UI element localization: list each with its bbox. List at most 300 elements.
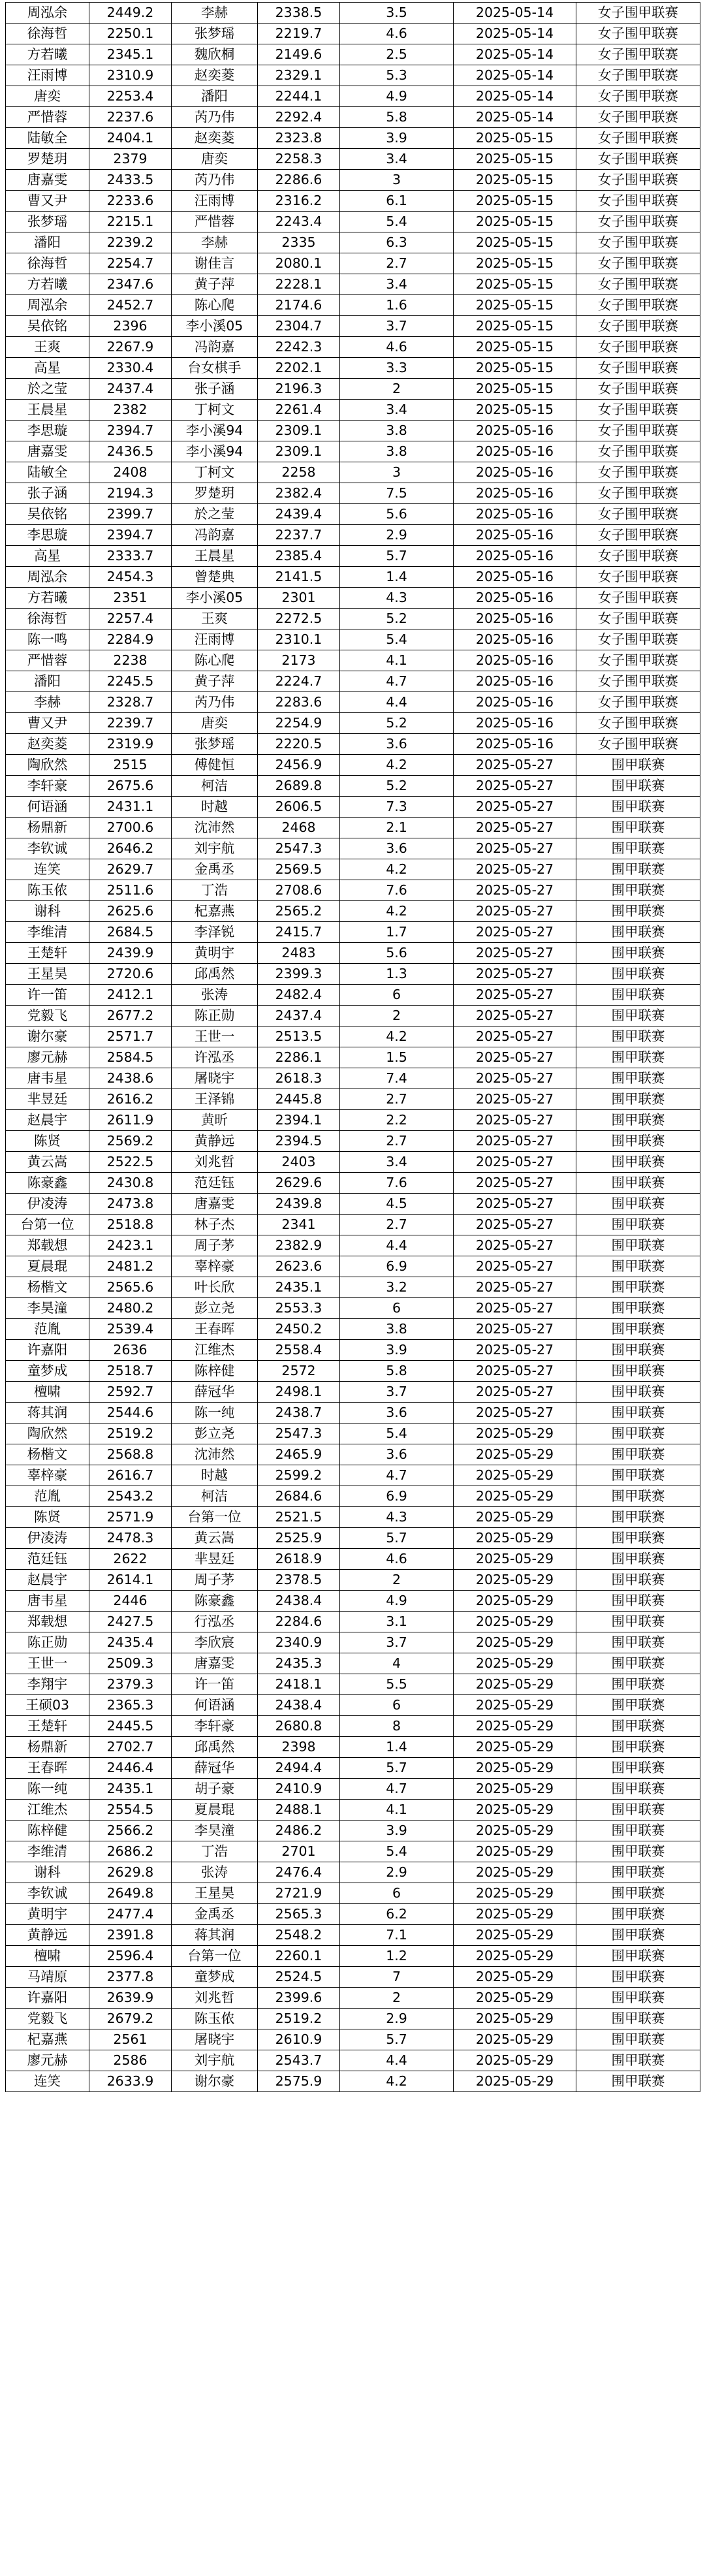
player-a-rating-cell[interactable]: 2215.1 [89, 212, 172, 232]
league-name-cell[interactable]: 围甲联赛 [576, 1235, 700, 1256]
league-name-cell[interactable]: 女子围甲联赛 [576, 441, 700, 462]
player-b-name-cell[interactable]: 黄子萍 [172, 274, 258, 295]
player-b-rating-cell[interactable]: 2465.9 [258, 1444, 340, 1465]
league-name-cell[interactable]: 围甲联赛 [576, 1779, 700, 1800]
league-name-cell[interactable]: 女子围甲联赛 [576, 358, 700, 379]
score-value-cell[interactable]: 3.9 [340, 1821, 454, 1841]
player-a-name-cell[interactable]: 杨楷文 [6, 1444, 89, 1465]
league-name-cell[interactable]: 女子围甲联赛 [576, 629, 700, 650]
score-value-cell[interactable]: 1.4 [340, 1737, 454, 1758]
league-name-cell[interactable]: 围甲联赛 [576, 1006, 700, 1026]
player-a-rating-cell[interactable]: 2511.6 [89, 880, 172, 901]
match-date-cell[interactable]: 2025-05-29 [454, 1904, 576, 1925]
player-b-name-cell[interactable]: 台第一位 [172, 1946, 258, 1967]
player-a-rating-cell[interactable]: 2345.1 [89, 44, 172, 65]
score-value-cell[interactable]: 1.6 [340, 295, 454, 316]
league-name-cell[interactable]: 围甲联赛 [576, 985, 700, 1006]
player-a-name-cell[interactable]: 郑载想 [6, 1612, 89, 1632]
player-b-name-cell[interactable]: 周子茅 [172, 1235, 258, 1256]
player-b-rating-cell[interactable]: 2258 [258, 462, 340, 483]
score-value-cell[interactable]: 5.4 [340, 1423, 454, 1444]
player-b-name-cell[interactable]: 芈昱廷 [172, 1549, 258, 1570]
league-name-cell[interactable]: 女子围甲联赛 [576, 671, 700, 692]
match-date-cell[interactable]: 2025-05-16 [454, 567, 576, 588]
player-a-rating-cell[interactable]: 2445.5 [89, 1716, 172, 1737]
player-b-name-cell[interactable]: 薛冠华 [172, 1382, 258, 1403]
player-a-rating-cell[interactable]: 2586 [89, 2050, 172, 2071]
score-value-cell[interactable]: 3.1 [340, 1612, 454, 1632]
player-b-rating-cell[interactable]: 2548.2 [258, 1925, 340, 1946]
score-value-cell[interactable]: 7 [340, 1967, 454, 1988]
player-b-rating-cell[interactable]: 2260.1 [258, 1946, 340, 1967]
league-name-cell[interactable]: 围甲联赛 [576, 1465, 700, 1486]
match-date-cell[interactable]: 2025-05-29 [454, 1612, 576, 1632]
score-value-cell[interactable]: 4.2 [340, 2071, 454, 2092]
player-a-name-cell[interactable]: 罗楚玥 [6, 149, 89, 170]
match-date-cell[interactable]: 2025-05-15 [454, 400, 576, 421]
player-b-name-cell[interactable]: 胡子豪 [172, 1779, 258, 1800]
player-b-rating-cell[interactable]: 2398 [258, 1737, 340, 1758]
match-date-cell[interactable]: 2025-05-29 [454, 1528, 576, 1549]
player-a-name-cell[interactable]: 陆敏全 [6, 462, 89, 483]
player-b-rating-cell[interactable]: 2385.4 [258, 546, 340, 567]
player-a-name-cell[interactable]: 李维清 [6, 922, 89, 943]
player-b-rating-cell[interactable]: 2224.7 [258, 671, 340, 692]
league-name-cell[interactable]: 女子围甲联赛 [576, 650, 700, 671]
player-b-rating-cell[interactable]: 2513.5 [258, 1026, 340, 1047]
player-a-rating-cell[interactable]: 2568.8 [89, 1444, 172, 1465]
player-a-name-cell[interactable]: 黄明宇 [6, 1904, 89, 1925]
player-b-name-cell[interactable]: 李小溪05 [172, 588, 258, 609]
player-a-name-cell[interactable]: 童梦成 [6, 1361, 89, 1382]
player-b-rating-cell[interactable]: 2415.7 [258, 922, 340, 943]
player-b-name-cell[interactable]: 陈正勋 [172, 1006, 258, 1026]
player-b-rating-cell[interactable]: 2486.2 [258, 1821, 340, 1841]
player-b-rating-cell[interactable]: 2283.6 [258, 692, 340, 713]
player-b-rating-cell[interactable]: 2680.8 [258, 1716, 340, 1737]
player-a-name-cell[interactable]: 陈玉侬 [6, 880, 89, 901]
player-a-name-cell[interactable]: 李思璇 [6, 525, 89, 546]
match-date-cell[interactable]: 2025-05-29 [454, 1737, 576, 1758]
player-b-name-cell[interactable]: 黄子萍 [172, 671, 258, 692]
match-date-cell[interactable]: 2025-05-16 [454, 525, 576, 546]
player-a-name-cell[interactable]: 王楚轩 [6, 1716, 89, 1737]
match-date-cell[interactable]: 2025-05-29 [454, 1841, 576, 1862]
player-a-rating-cell[interactable]: 2239.7 [89, 713, 172, 734]
player-b-name-cell[interactable]: 台女棋手 [172, 358, 258, 379]
player-a-name-cell[interactable]: 许一笛 [6, 985, 89, 1006]
player-a-rating-cell[interactable]: 2554.5 [89, 1800, 172, 1821]
score-value-cell[interactable]: 5.5 [340, 1674, 454, 1695]
score-value-cell[interactable]: 4.3 [340, 588, 454, 609]
player-a-rating-cell[interactable]: 2686.2 [89, 1841, 172, 1862]
league-name-cell[interactable]: 女子围甲联赛 [576, 86, 700, 107]
score-value-cell[interactable]: 5.7 [340, 2029, 454, 2050]
match-date-cell[interactable]: 2025-05-15 [454, 170, 576, 191]
match-date-cell[interactable]: 2025-05-27 [454, 1006, 576, 1026]
league-name-cell[interactable]: 围甲联赛 [576, 1152, 700, 1173]
score-value-cell[interactable]: 5.3 [340, 65, 454, 86]
player-b-rating-cell[interactable]: 2553.3 [258, 1298, 340, 1319]
score-value-cell[interactable]: 3.5 [340, 3, 454, 24]
score-value-cell[interactable]: 3.4 [340, 400, 454, 421]
player-a-rating-cell[interactable]: 2194.3 [89, 483, 172, 504]
score-value-cell[interactable]: 3.2 [340, 1277, 454, 1298]
player-a-rating-cell[interactable]: 2379.3 [89, 1674, 172, 1695]
player-a-rating-cell[interactable]: 2399.7 [89, 504, 172, 525]
player-b-rating-cell[interactable]: 2382.9 [258, 1235, 340, 1256]
player-b-name-cell[interactable]: 陈心爬 [172, 650, 258, 671]
player-a-rating-cell[interactable]: 2584.5 [89, 1047, 172, 1068]
league-name-cell[interactable]: 围甲联赛 [576, 1131, 700, 1152]
player-a-rating-cell[interactable]: 2382 [89, 400, 172, 421]
player-a-rating-cell[interactable]: 2702.7 [89, 1737, 172, 1758]
score-value-cell[interactable]: 2 [340, 379, 454, 400]
player-a-name-cell[interactable]: 王晨星 [6, 400, 89, 421]
player-a-name-cell[interactable]: 周泓余 [6, 3, 89, 24]
league-name-cell[interactable]: 围甲联赛 [576, 1110, 700, 1131]
player-a-name-cell[interactable]: 徐海哲 [6, 609, 89, 629]
player-b-rating-cell[interactable]: 2721.9 [258, 1883, 340, 1904]
player-b-rating-cell[interactable]: 2437.4 [258, 1006, 340, 1026]
player-b-rating-cell[interactable]: 2438.4 [258, 1695, 340, 1716]
player-a-rating-cell[interactable]: 2611.9 [89, 1110, 172, 1131]
player-b-name-cell[interactable]: 金禹丞 [172, 1904, 258, 1925]
league-name-cell[interactable]: 女子围甲联赛 [576, 253, 700, 274]
league-name-cell[interactable]: 围甲联赛 [576, 1632, 700, 1653]
match-date-cell[interactable]: 2025-05-27 [454, 1340, 576, 1361]
player-a-rating-cell[interactable]: 2518.8 [89, 1215, 172, 1235]
player-b-rating-cell[interactable]: 2606.5 [258, 797, 340, 818]
league-name-cell[interactable]: 围甲联赛 [576, 964, 700, 985]
league-name-cell[interactable]: 围甲联赛 [576, 1758, 700, 1779]
match-date-cell[interactable]: 2025-05-29 [454, 2009, 576, 2029]
league-name-cell[interactable]: 围甲联赛 [576, 1862, 700, 1883]
league-name-cell[interactable]: 围甲联赛 [576, 901, 700, 922]
match-date-cell[interactable]: 2025-05-14 [454, 24, 576, 44]
player-a-rating-cell[interactable]: 2616.7 [89, 1465, 172, 1486]
player-b-rating-cell[interactable]: 2340.9 [258, 1632, 340, 1653]
player-a-name-cell[interactable]: 党毅飞 [6, 1006, 89, 1026]
match-date-cell[interactable]: 2025-05-27 [454, 1403, 576, 1423]
player-a-rating-cell[interactable]: 2435.4 [89, 1632, 172, 1653]
player-a-name-cell[interactable]: 陈梓健 [6, 1821, 89, 1841]
player-b-rating-cell[interactable]: 2456.9 [258, 755, 340, 776]
player-b-name-cell[interactable]: 丁浩 [172, 880, 258, 901]
score-value-cell[interactable]: 3.4 [340, 274, 454, 295]
match-date-cell[interactable]: 2025-05-27 [454, 1361, 576, 1382]
player-a-name-cell[interactable]: 范廷钰 [6, 1549, 89, 1570]
player-a-name-cell[interactable]: 方若曦 [6, 274, 89, 295]
player-a-rating-cell[interactable]: 2569.2 [89, 1131, 172, 1152]
player-b-name-cell[interactable]: 曾楚典 [172, 567, 258, 588]
player-a-name-cell[interactable]: 黄云嵩 [6, 1152, 89, 1173]
player-a-rating-cell[interactable]: 2412.1 [89, 985, 172, 1006]
player-a-rating-cell[interactable]: 2596.4 [89, 1946, 172, 1967]
player-b-rating-cell[interactable]: 2258.3 [258, 149, 340, 170]
league-name-cell[interactable]: 围甲联赛 [576, 1528, 700, 1549]
league-name-cell[interactable]: 女子围甲联赛 [576, 274, 700, 295]
league-name-cell[interactable]: 围甲联赛 [576, 1068, 700, 1089]
score-value-cell[interactable]: 4.2 [340, 901, 454, 922]
player-a-rating-cell[interactable]: 2439.9 [89, 943, 172, 964]
player-a-rating-cell[interactable]: 2571.9 [89, 1507, 172, 1528]
player-b-rating-cell[interactable]: 2439.4 [258, 504, 340, 525]
player-a-name-cell[interactable]: 何语涵 [6, 797, 89, 818]
player-a-name-cell[interactable]: 连笑 [6, 859, 89, 880]
league-name-cell[interactable]: 围甲联赛 [576, 1382, 700, 1403]
match-date-cell[interactable]: 2025-05-29 [454, 1695, 576, 1716]
match-date-cell[interactable]: 2025-05-29 [454, 1862, 576, 1883]
league-name-cell[interactable]: 女子围甲联赛 [576, 692, 700, 713]
score-value-cell[interactable]: 5.4 [340, 629, 454, 650]
score-value-cell[interactable]: 5.2 [340, 713, 454, 734]
player-b-name-cell[interactable]: 於之莹 [172, 504, 258, 525]
player-a-name-cell[interactable]: 陈贤 [6, 1131, 89, 1152]
score-value-cell[interactable]: 6.2 [340, 1904, 454, 1925]
league-name-cell[interactable]: 女子围甲联赛 [576, 316, 700, 337]
match-date-cell[interactable]: 2025-05-27 [454, 880, 576, 901]
league-name-cell[interactable]: 围甲联赛 [576, 1256, 700, 1277]
score-value-cell[interactable]: 4 [340, 1653, 454, 1674]
player-a-name-cell[interactable]: 高星 [6, 546, 89, 567]
player-b-name-cell[interactable]: 黄明宇 [172, 943, 258, 964]
player-b-rating-cell[interactable]: 2483 [258, 943, 340, 964]
player-a-name-cell[interactable]: 廖元赫 [6, 1047, 89, 1068]
league-name-cell[interactable]: 女子围甲联赛 [576, 3, 700, 24]
player-a-name-cell[interactable]: 李维清 [6, 1841, 89, 1862]
match-date-cell[interactable]: 2025-05-27 [454, 985, 576, 1006]
player-b-rating-cell[interactable]: 2450.2 [258, 1319, 340, 1340]
match-date-cell[interactable]: 2025-05-29 [454, 1967, 576, 1988]
player-b-rating-cell[interactable]: 2272.5 [258, 609, 340, 629]
player-a-rating-cell[interactable]: 2519.2 [89, 1423, 172, 1444]
player-b-rating-cell[interactable]: 2701 [258, 1841, 340, 1862]
match-date-cell[interactable]: 2025-05-14 [454, 86, 576, 107]
score-value-cell[interactable]: 3.9 [340, 128, 454, 149]
match-date-cell[interactable]: 2025-05-29 [454, 2050, 576, 2071]
player-a-name-cell[interactable]: 杞嘉燕 [6, 2029, 89, 2050]
score-value-cell[interactable]: 3 [340, 462, 454, 483]
player-a-name-cell[interactable]: 严惜蓉 [6, 650, 89, 671]
league-name-cell[interactable]: 女子围甲联赛 [576, 44, 700, 65]
player-b-name-cell[interactable]: 彭立尧 [172, 1298, 258, 1319]
player-b-name-cell[interactable]: 唐嘉雯 [172, 1653, 258, 1674]
score-value-cell[interactable]: 2.5 [340, 44, 454, 65]
player-a-rating-cell[interactable]: 2629.7 [89, 859, 172, 880]
score-value-cell[interactable]: 4.6 [340, 337, 454, 358]
player-b-name-cell[interactable]: 时越 [172, 797, 258, 818]
league-name-cell[interactable]: 女子围甲联赛 [576, 400, 700, 421]
player-a-name-cell[interactable]: 陆敏全 [6, 128, 89, 149]
match-date-cell[interactable]: 2025-05-27 [454, 1026, 576, 1047]
score-value-cell[interactable]: 4.9 [340, 86, 454, 107]
player-b-rating-cell[interactable]: 2220.5 [258, 734, 340, 755]
player-a-rating-cell[interactable]: 2239.2 [89, 232, 172, 253]
player-b-name-cell[interactable]: 陈玉侬 [172, 2009, 258, 2029]
score-value-cell[interactable]: 3.9 [340, 1340, 454, 1361]
league-name-cell[interactable]: 女子围甲联赛 [576, 734, 700, 755]
player-b-rating-cell[interactable]: 2301 [258, 588, 340, 609]
player-a-rating-cell[interactable]: 2396 [89, 316, 172, 337]
player-b-rating-cell[interactable]: 2403 [258, 1152, 340, 1173]
player-b-rating-cell[interactable]: 2309.1 [258, 441, 340, 462]
player-b-rating-cell[interactable]: 2174.6 [258, 295, 340, 316]
player-a-name-cell[interactable]: 陶欣然 [6, 755, 89, 776]
player-a-name-cell[interactable]: 陶欣然 [6, 1423, 89, 1444]
match-date-cell[interactable]: 2025-05-16 [454, 692, 576, 713]
player-a-rating-cell[interactable]: 2310.9 [89, 65, 172, 86]
score-value-cell[interactable]: 3.8 [340, 1319, 454, 1340]
player-b-name-cell[interactable]: 屠晓宇 [172, 2029, 258, 2050]
player-a-name-cell[interactable]: 台第一位 [6, 1215, 89, 1235]
match-date-cell[interactable]: 2025-05-15 [454, 212, 576, 232]
match-date-cell[interactable]: 2025-05-27 [454, 1152, 576, 1173]
player-b-name-cell[interactable]: 王星昊 [172, 1883, 258, 1904]
score-value-cell[interactable]: 2 [340, 1988, 454, 2009]
score-value-cell[interactable]: 5.7 [340, 1758, 454, 1779]
player-a-name-cell[interactable]: 李钦诚 [6, 1883, 89, 1904]
score-value-cell[interactable]: 5.4 [340, 1841, 454, 1862]
player-b-rating-cell[interactable]: 2309.1 [258, 421, 340, 441]
player-b-name-cell[interactable]: 行泓丞 [172, 1612, 258, 1632]
league-name-cell[interactable]: 围甲联赛 [576, 1737, 700, 1758]
player-b-name-cell[interactable]: 唐嘉雯 [172, 1194, 258, 1215]
player-b-rating-cell[interactable]: 2618.9 [258, 1549, 340, 1570]
player-b-rating-cell[interactable]: 2623.6 [258, 1256, 340, 1277]
score-value-cell[interactable]: 2.9 [340, 2009, 454, 2029]
league-name-cell[interactable]: 围甲联赛 [576, 1298, 700, 1319]
player-b-rating-cell[interactable]: 2141.5 [258, 567, 340, 588]
player-b-rating-cell[interactable]: 2618.3 [258, 1068, 340, 1089]
match-date-cell[interactable]: 2025-05-27 [454, 1089, 576, 1110]
player-b-name-cell[interactable]: 时越 [172, 1465, 258, 1486]
player-b-rating-cell[interactable]: 2439.8 [258, 1194, 340, 1215]
player-a-rating-cell[interactable]: 2478.3 [89, 1528, 172, 1549]
player-b-name-cell[interactable]: 江维杰 [172, 1340, 258, 1361]
match-date-cell[interactable]: 2025-05-29 [454, 1549, 576, 1570]
player-b-name-cell[interactable]: 蒋其润 [172, 1925, 258, 1946]
score-value-cell[interactable]: 8 [340, 1716, 454, 1737]
league-name-cell[interactable]: 女子围甲联赛 [576, 546, 700, 567]
score-value-cell[interactable]: 4.2 [340, 859, 454, 880]
player-b-name-cell[interactable]: 何语涵 [172, 1695, 258, 1716]
match-date-cell[interactable]: 2025-05-29 [454, 1716, 576, 1737]
player-b-name-cell[interactable]: 芮乃伟 [172, 107, 258, 128]
match-date-cell[interactable]: 2025-05-29 [454, 1423, 576, 1444]
player-a-name-cell[interactable]: 陈一纯 [6, 1779, 89, 1800]
player-b-name-cell[interactable]: 许一笛 [172, 1674, 258, 1695]
match-date-cell[interactable]: 2025-05-29 [454, 1779, 576, 1800]
player-a-rating-cell[interactable]: 2446.4 [89, 1758, 172, 1779]
player-b-rating-cell[interactable]: 2382.4 [258, 483, 340, 504]
player-b-rating-cell[interactable]: 2242.3 [258, 337, 340, 358]
player-a-name-cell[interactable]: 黄静远 [6, 1925, 89, 1946]
player-b-rating-cell[interactable]: 2599.2 [258, 1465, 340, 1486]
score-value-cell[interactable]: 2.7 [340, 253, 454, 274]
player-a-rating-cell[interactable]: 2633.9 [89, 2071, 172, 2092]
player-b-name-cell[interactable]: 丁柯文 [172, 400, 258, 421]
player-a-rating-cell[interactable]: 2571.7 [89, 1026, 172, 1047]
player-b-name-cell[interactable]: 李赫 [172, 3, 258, 24]
player-a-rating-cell[interactable]: 2394.7 [89, 421, 172, 441]
player-a-name-cell[interactable]: 唐奕 [6, 86, 89, 107]
league-name-cell[interactable]: 围甲联赛 [576, 1841, 700, 1862]
league-name-cell[interactable]: 围甲联赛 [576, 880, 700, 901]
player-a-rating-cell[interactable]: 2377.8 [89, 1967, 172, 1988]
league-name-cell[interactable]: 围甲联赛 [576, 1047, 700, 1068]
player-b-name-cell[interactable]: 黄静远 [172, 1131, 258, 1152]
player-b-name-cell[interactable]: 邱禹然 [172, 1737, 258, 1758]
match-date-cell[interactable]: 2025-05-27 [454, 1047, 576, 1068]
match-date-cell[interactable]: 2025-05-27 [454, 1235, 576, 1256]
player-a-rating-cell[interactable]: 2253.4 [89, 86, 172, 107]
score-value-cell[interactable]: 4.2 [340, 755, 454, 776]
player-a-rating-cell[interactable]: 2254.7 [89, 253, 172, 274]
player-b-rating-cell[interactable]: 2524.5 [258, 1967, 340, 1988]
player-b-rating-cell[interactable]: 2610.9 [258, 2029, 340, 2050]
player-a-name-cell[interactable]: 吴依铭 [6, 504, 89, 525]
match-date-cell[interactable]: 2025-05-27 [454, 901, 576, 922]
score-value-cell[interactable]: 3.3 [340, 358, 454, 379]
league-name-cell[interactable]: 围甲联赛 [576, 2029, 700, 2050]
score-value-cell[interactable]: 1.4 [340, 567, 454, 588]
player-b-name-cell[interactable]: 谢佳言 [172, 253, 258, 274]
player-a-rating-cell[interactable]: 2522.5 [89, 1152, 172, 1173]
match-date-cell[interactable]: 2025-05-29 [454, 1444, 576, 1465]
match-date-cell[interactable]: 2025-05-29 [454, 1988, 576, 2009]
match-date-cell[interactable]: 2025-05-14 [454, 44, 576, 65]
player-a-name-cell[interactable]: 杨鼎新 [6, 818, 89, 838]
score-value-cell[interactable]: 4.2 [340, 1026, 454, 1047]
player-b-rating-cell[interactable]: 2525.9 [258, 1528, 340, 1549]
match-date-cell[interactable]: 2025-05-15 [454, 358, 576, 379]
player-b-rating-cell[interactable]: 2228.1 [258, 274, 340, 295]
player-b-rating-cell[interactable]: 2575.9 [258, 2071, 340, 2092]
player-a-name-cell[interactable]: 陈豪鑫 [6, 1173, 89, 1194]
match-date-cell[interactable]: 2025-05-16 [454, 462, 576, 483]
player-a-name-cell[interactable]: 周泓余 [6, 567, 89, 588]
player-b-rating-cell[interactable]: 2310.1 [258, 629, 340, 650]
player-b-rating-cell[interactable]: 2261.4 [258, 400, 340, 421]
player-b-name-cell[interactable]: 赵奕菱 [172, 128, 258, 149]
score-value-cell[interactable]: 6 [340, 985, 454, 1006]
player-a-rating-cell[interactable]: 2245.5 [89, 671, 172, 692]
match-date-cell[interactable]: 2025-05-27 [454, 1319, 576, 1340]
player-b-rating-cell[interactable]: 2292.4 [258, 107, 340, 128]
match-date-cell[interactable]: 2025-05-16 [454, 713, 576, 734]
player-b-name-cell[interactable]: 李赫 [172, 232, 258, 253]
player-b-name-cell[interactable]: 陈一纯 [172, 1403, 258, 1423]
player-b-rating-cell[interactable]: 2547.3 [258, 838, 340, 859]
player-b-rating-cell[interactable]: 2335 [258, 232, 340, 253]
player-b-rating-cell[interactable]: 2254.9 [258, 713, 340, 734]
player-b-name-cell[interactable]: 许泓丞 [172, 1047, 258, 1068]
player-a-rating-cell[interactable]: 2431.1 [89, 797, 172, 818]
league-name-cell[interactable]: 女子围甲联赛 [576, 232, 700, 253]
player-a-rating-cell[interactable]: 2250.1 [89, 24, 172, 44]
player-b-rating-cell[interactable]: 2219.7 [258, 24, 340, 44]
player-a-name-cell[interactable]: 赵奕菱 [6, 734, 89, 755]
player-a-rating-cell[interactable]: 2330.4 [89, 358, 172, 379]
league-name-cell[interactable]: 女子围甲联赛 [576, 379, 700, 400]
match-date-cell[interactable]: 2025-05-16 [454, 588, 576, 609]
match-date-cell[interactable]: 2025-05-27 [454, 776, 576, 797]
match-date-cell[interactable]: 2025-05-27 [454, 1256, 576, 1277]
player-a-name-cell[interactable]: 廖元赫 [6, 2050, 89, 2071]
player-b-name-cell[interactable]: 丁柯文 [172, 462, 258, 483]
player-a-name-cell[interactable]: 谢科 [6, 901, 89, 922]
